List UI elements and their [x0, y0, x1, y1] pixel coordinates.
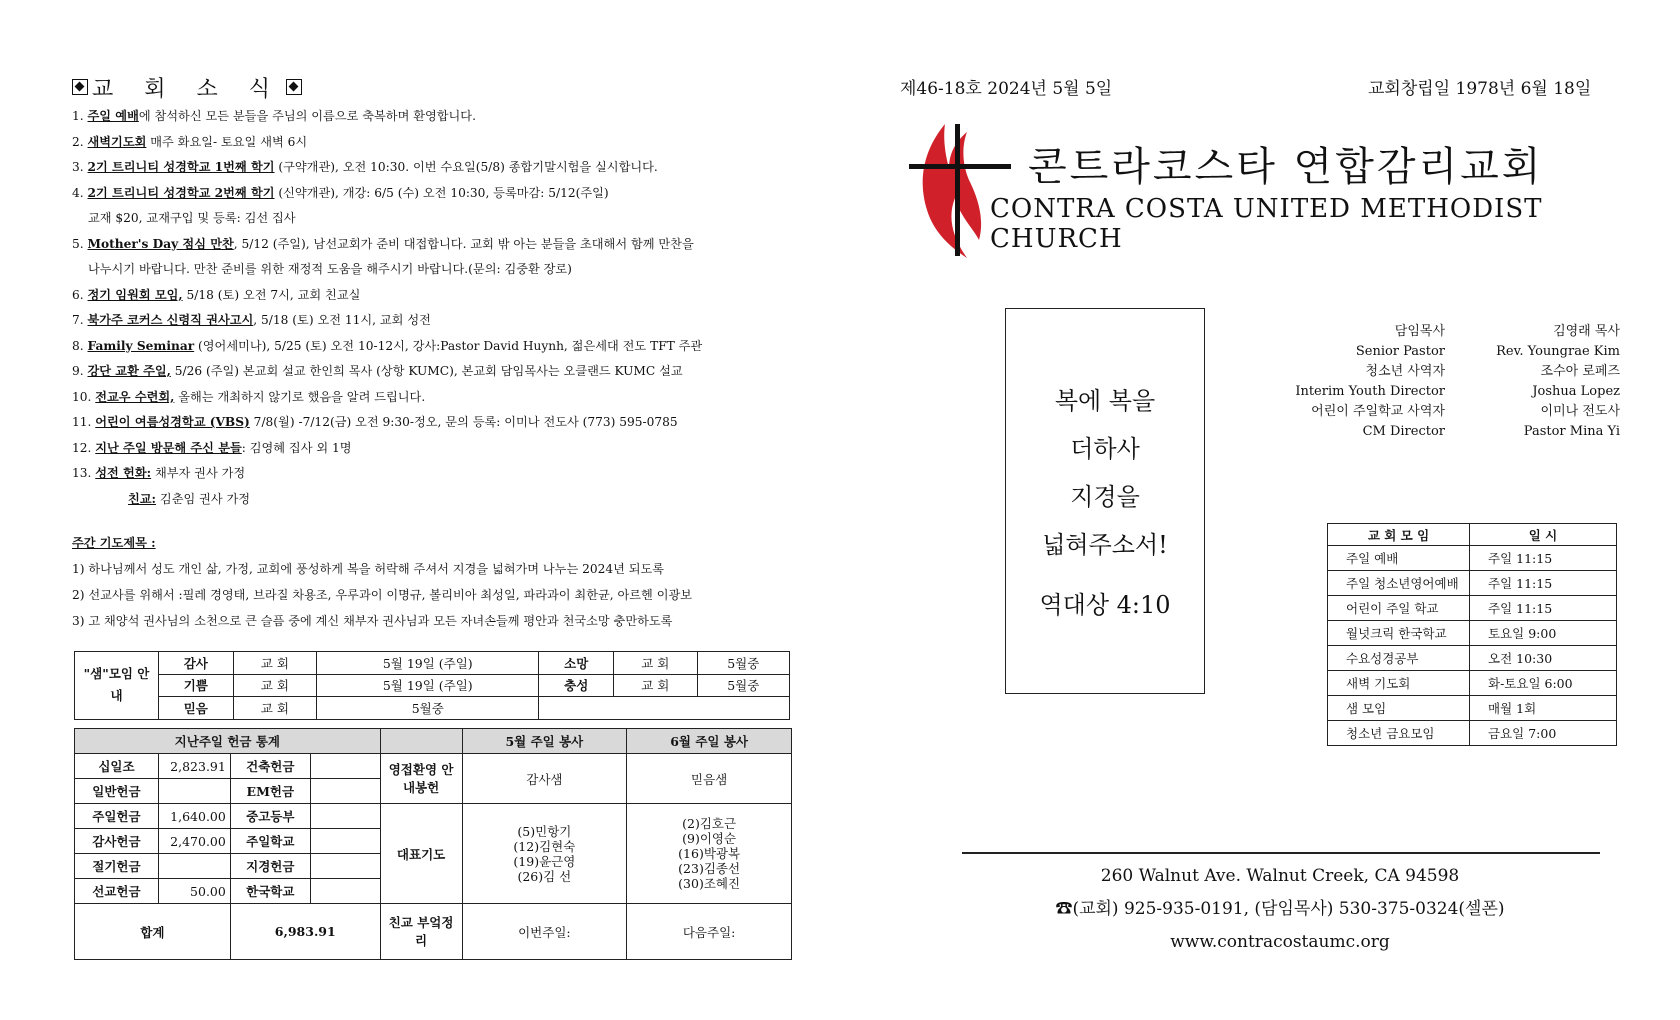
- church-name-korean: 콘트라코스타 연합감리교회: [1028, 144, 1544, 190]
- news-item-heading: 2기 트리니티 성경학교 1번째 학기: [87, 160, 275, 174]
- staff-row: [1280, 402, 1620, 422]
- prayer-item: 3) 고 채양석 권사님의 소천으로 큰 슬픔 중에 계신 채부자 권사님과 모든 자녀손들께 평안과 천국소망 충만하도록: [72, 614, 673, 628]
- welcome-june: 믿음샘: [627, 754, 792, 804]
- blank-cell: [380, 729, 462, 754]
- news-item: [72, 155, 802, 181]
- diamond-icon: [286, 79, 302, 95]
- verse-line: 지경을: [1070, 483, 1140, 511]
- group-cell: 감사: [159, 652, 234, 675]
- meeting-time: 주일 11:15: [1470, 546, 1617, 571]
- meeting-name: 수요성경공부: [1328, 646, 1470, 671]
- group-cell: 교 회: [233, 674, 317, 697]
- news-item-number: 13.: [72, 466, 96, 480]
- news-item: [72, 232, 802, 258]
- news-item-text: (신약개관), 개강: 6/5 (수) 오전 10:30, 등록마감: 5/12(주일): [274, 185, 609, 200]
- website-link[interactable]: www.contracostaumc.org: [1170, 932, 1390, 952]
- news-item: [72, 308, 802, 334]
- news-item-number: 2.: [72, 134, 88, 149]
- total-value: 6,983.91: [230, 904, 380, 960]
- group-cell: 교 회: [614, 674, 698, 697]
- rep-prayer-name: (2)김호근: [682, 816, 737, 831]
- news-item-heading: Family Seminar: [87, 338, 195, 353]
- meeting-time: 금요일 7:00: [1470, 721, 1617, 746]
- meetings-header: 일 시: [1470, 524, 1617, 546]
- news-item-text: 7/8(월) -7/12(금) 오전 9:30-정오, 문의 등록: 이미나 전도사 (773) 595-0785: [249, 415, 678, 429]
- offering-label: EM헌금: [230, 779, 310, 804]
- meeting-row: [1328, 696, 1617, 721]
- staff-name: Rev. Youngrae Kim: [1496, 344, 1620, 359]
- group-cell: 믿음: [159, 697, 234, 720]
- news-title-text: 교 회 소 식: [92, 76, 282, 102]
- group-cell: 5월 19일 (주일): [317, 674, 539, 697]
- fellowship-may: 이번주일:: [462, 904, 627, 960]
- footer-contact: [960, 852, 1600, 959]
- news-item-heading: 친교:: [128, 491, 157, 506]
- offering-value: 50.00: [158, 879, 230, 904]
- news-item: [72, 385, 802, 411]
- prayer-title: 주간 기도제목 :: [72, 536, 156, 550]
- staff-name: Joshua Lopez: [1532, 384, 1620, 399]
- verse-line: 복에 복을: [1054, 387, 1156, 415]
- rep-prayer-name: (12)김현숙: [513, 838, 576, 854]
- phone: ☎(교회) 925-935-0191, (담임목사) 530-375-0324(셀폰): [1055, 899, 1505, 919]
- news-item-text: 올해는 개최하지 않기로 했음을 알려 드립니다.: [174, 389, 426, 404]
- meeting-name: 청소년 금요모임: [1328, 721, 1470, 746]
- staff-row: [1280, 322, 1620, 342]
- offering-value: [310, 854, 380, 879]
- meeting-row: [1328, 721, 1617, 746]
- staff-role: 청소년 사역자: [1365, 364, 1445, 379]
- prayer-item: 1) 하나님께서 성도 개인 삶, 가정, 교회에 풍성하게 복을 허락해 주셔서 지경을 넓혀가며 나누는 2024년 되도록: [72, 562, 665, 576]
- founded-date: 교회창립일 1978년 6월 18일: [1368, 79, 1592, 99]
- offering-label: 건축헌금: [230, 754, 310, 779]
- verse-reference: 역대상 4:10: [1039, 591, 1171, 619]
- rep-prayer-june: [627, 804, 792, 904]
- news-item-text: 5/26 (주일) 본교회 설교 한인희 목사 (상항 KUMC), 본교회 담임목사는 오클랜드 KUMC 설교: [170, 364, 683, 378]
- group-cell: 충성: [539, 674, 614, 697]
- news-item: [72, 410, 802, 436]
- meeting-name: 새벽 기도회: [1328, 671, 1470, 696]
- prayer-item: 2) 선교사를 위해서 :필레 경영태, 브라질 차용조, 우루과이 이명규, 볼리비아 최성일, 파라과이 최한균, 아르헨 이광보: [72, 588, 693, 602]
- rep-prayer-name: (26)김 선: [517, 868, 572, 884]
- news-item-number: 10.: [72, 389, 96, 404]
- news-item-number: 1.: [72, 109, 88, 123]
- news-item: [72, 436, 802, 462]
- news-item-number: 9.: [72, 364, 88, 378]
- staff-row: [1280, 342, 1620, 362]
- verse-line: 넓혀주소서!: [1042, 531, 1168, 559]
- may-service-header: 5월 주일 봉사: [462, 729, 627, 754]
- news-item-text: 5/18 (토) 오전 7시, 교회 친교실: [182, 287, 361, 302]
- group-cell: 기쁨: [159, 674, 234, 697]
- staff-list: [1280, 322, 1620, 442]
- news-item-heading: 정기 임원회 모임,: [87, 287, 183, 302]
- rep-prayer-name: (16)박광복: [678, 846, 741, 861]
- news-item: [72, 181, 802, 207]
- news-item-heading: 강단 교환 주일,: [87, 364, 171, 378]
- offering-label: 십일조: [75, 754, 159, 779]
- offering-value: [310, 754, 380, 779]
- staff-role: 어린이 주일학교 사역자: [1311, 404, 1445, 419]
- news-item-text: 에 참석하신 모든 분들을 주님의 이름으로 축복하며 환영합니다.: [138, 109, 476, 123]
- offering-value: [310, 829, 380, 854]
- group-cell: 교 회: [233, 652, 317, 675]
- meeting-row: [1328, 546, 1617, 571]
- news-item: [72, 130, 802, 156]
- group-cell: 5월 19일 (주일): [317, 652, 539, 675]
- group-cell: 5월중: [697, 652, 789, 675]
- staff-role: CM Director: [1362, 424, 1445, 439]
- news-list: [72, 104, 802, 512]
- meeting-time: 주일 11:15: [1470, 596, 1617, 621]
- address: 260 Walnut Ave. Walnut Creek, CA 94598: [1100, 866, 1460, 886]
- meeting-name: 주일 청소년영어예배: [1328, 571, 1470, 596]
- news-item-heading: 주일 예배: [87, 109, 139, 123]
- fellowship-june: 다음주일:: [627, 904, 792, 960]
- church-name-english: CONTRA COSTA UNITED METHODIST CHURCH: [990, 194, 1543, 254]
- offering-value: [158, 779, 230, 804]
- staff-name: 이미나 전도사: [1540, 404, 1620, 419]
- news-item-text: , 5/18 (토) 오전 11시, 교회 성전: [253, 313, 431, 327]
- group-cell: 소망: [539, 652, 614, 675]
- group-cell: 5월중: [317, 697, 539, 720]
- staff-name: 조수아 로페즈: [1540, 364, 1620, 379]
- offering-value: [310, 779, 380, 804]
- news-item: [72, 334, 802, 360]
- news-item: [72, 283, 802, 309]
- staff-role: Senior Pastor: [1355, 344, 1445, 359]
- news-item-number: 6.: [72, 287, 88, 302]
- news-item: [72, 461, 802, 487]
- rep-prayer-may: [462, 804, 627, 904]
- meeting-row: [1328, 596, 1617, 621]
- offering-value: [310, 879, 380, 904]
- news-item-text: 채부자 권사 가정: [151, 466, 246, 480]
- news-item-heading: 지난 주일 방문해 주신 분들: [95, 440, 242, 455]
- news-item-number: 7.: [72, 313, 88, 327]
- fellowship-label: 친교 부엌정리: [380, 904, 462, 960]
- news-item-text: : 김영혜 집사 외 1명: [241, 440, 352, 455]
- meetings-header: 교 회 모 임: [1328, 524, 1470, 546]
- meeting-time: 토요일 9:00: [1470, 621, 1617, 646]
- group-cell: 교 회: [614, 652, 698, 675]
- meetings-table: [1327, 523, 1617, 746]
- staff-name: 김영래 목사: [1553, 324, 1620, 339]
- welcome-may: 감사샘: [462, 754, 627, 804]
- news-item-text: 나누시기 바랍니다. 만찬 준비를 위한 재정적 도움을 해주시기 바랍니다.(문의: 김중환 장로): [88, 262, 572, 276]
- staff-role: 담임목사: [1394, 324, 1445, 339]
- verse-line: 더하사: [1070, 435, 1140, 463]
- meeting-row: [1328, 671, 1617, 696]
- issue-info: 제46-18호 2024년 5월 5일: [900, 79, 1113, 99]
- june-service-header: 6월 주일 봉사: [627, 729, 792, 754]
- offering-label: 주일헌금: [75, 804, 159, 829]
- news-item-heading: Mother's Day 점심 만찬: [87, 236, 234, 251]
- offering-label: 지경헌금: [230, 854, 310, 879]
- group-table: [74, 651, 790, 720]
- rep-prayer-name: (9)이영순: [682, 831, 737, 846]
- news-item: [72, 257, 802, 283]
- news-item-number: 11.: [72, 415, 96, 429]
- news-item-text: , 5/12 (주일), 남선교회가 준비 대접합니다. 교회 밖 아는 분들을 초대해서 함께 만찬을: [233, 236, 694, 251]
- total-label: 합계: [75, 904, 231, 960]
- news-item-number: 4.: [72, 185, 88, 200]
- group-cell: [539, 697, 790, 720]
- news-item-heading: 2기 트리니티 성경학교 2번째 학기: [87, 185, 275, 200]
- news-item-text: 교재 $20, 교재구입 및 등록: 김선 집사: [88, 211, 296, 225]
- rep-prayer-label: 대표기도: [380, 804, 462, 904]
- staff-name: Pastor Mina Yi: [1523, 424, 1620, 439]
- news-item-text: 김춘임 권사 가정: [156, 491, 251, 506]
- news-item-heading: 전교우 수련회,: [95, 389, 175, 404]
- news-item-text: 매주 화요일- 토요일 새벽 6시: [146, 134, 308, 149]
- offering-label: 중고등부: [230, 804, 310, 829]
- offering-value: 2,823.91: [158, 754, 230, 779]
- offering-label: 한국학교: [230, 879, 310, 904]
- offering-label: 절기헌금: [75, 854, 159, 879]
- rep-prayer-name: (23)김종선: [678, 861, 741, 876]
- offering-label: 일반헌금: [75, 779, 159, 804]
- meeting-row: [1328, 621, 1617, 646]
- offering-label: 선교헌금: [75, 879, 159, 904]
- welcome-label: 영접환영 안내봉헌: [380, 754, 462, 804]
- church-news: [72, 70, 802, 634]
- meeting-time: 오전 10:30: [1470, 646, 1617, 671]
- news-item-heading: 어린이 여름성경학교 (VBS): [95, 415, 250, 429]
- news-title: [72, 70, 802, 104]
- rep-prayer-name: (5)민항기: [517, 823, 572, 839]
- group-cell: 5월중: [697, 674, 789, 697]
- offering-header: 지난주일 헌금 통계: [75, 729, 381, 754]
- meeting-name: 월넛크릭 한국학교: [1328, 621, 1470, 646]
- staff-row: [1280, 382, 1620, 402]
- news-item-number: 5.: [72, 236, 88, 251]
- news-item-heading: 새벽기도회: [87, 134, 147, 149]
- offering-value: 2,470.00: [158, 829, 230, 854]
- news-item-text: (영어세미나), 5/25 (토) 오전 10-12시, 강사:Pastor David Huynh, 젊은세대 전도 TFT 주관: [194, 338, 703, 353]
- offering-value: [310, 804, 380, 829]
- news-item-number: 12.: [72, 440, 96, 455]
- staff-row: [1280, 362, 1620, 382]
- meeting-row: [1328, 646, 1617, 671]
- news-item: [72, 359, 802, 385]
- news-item: [72, 104, 802, 130]
- meeting-time: 매월 1회: [1470, 696, 1617, 721]
- news-item-text: (구약개관), 오전 10:30. 이번 수요일(5/8) 종합기말시험을 실시합니다.: [274, 160, 658, 174]
- offering-value: 1,640.00: [158, 804, 230, 829]
- news-item: [72, 487, 802, 513]
- news-item: [72, 206, 802, 232]
- meeting-time: 화-토요일 6:00: [1470, 671, 1617, 696]
- news-item-number: 3.: [72, 160, 88, 174]
- prayer-list: [72, 556, 802, 634]
- staff-row: [1280, 422, 1620, 442]
- meeting-row: [1328, 571, 1617, 596]
- group-cell: 교 회: [233, 697, 317, 720]
- news-item-number: 8.: [72, 338, 88, 353]
- offering-label: 감사헌금: [75, 829, 159, 854]
- group-label: "샘"모임 안내: [75, 652, 159, 720]
- meeting-name: 샘 모임: [1328, 696, 1470, 721]
- scripture-box: [1005, 308, 1205, 694]
- meeting-time: 주일 11:15: [1470, 571, 1617, 596]
- rep-prayer-name: (30)조혜진: [678, 876, 741, 891]
- staff-role: Interim Youth Director: [1295, 384, 1445, 399]
- offering-label: 주일학교: [230, 829, 310, 854]
- news-item-heading: 성전 헌화:: [95, 466, 152, 480]
- news-item-heading: 북가주 코커스 신령직 권사고시: [87, 313, 254, 327]
- offering-table: [74, 728, 792, 960]
- rep-prayer-name: (19)윤근영: [513, 853, 576, 869]
- offering-value: [158, 854, 230, 879]
- meeting-name: 어린이 주일 학교: [1328, 596, 1470, 621]
- diamond-icon: [72, 79, 88, 95]
- meeting-name: 주일 예배: [1328, 546, 1470, 571]
